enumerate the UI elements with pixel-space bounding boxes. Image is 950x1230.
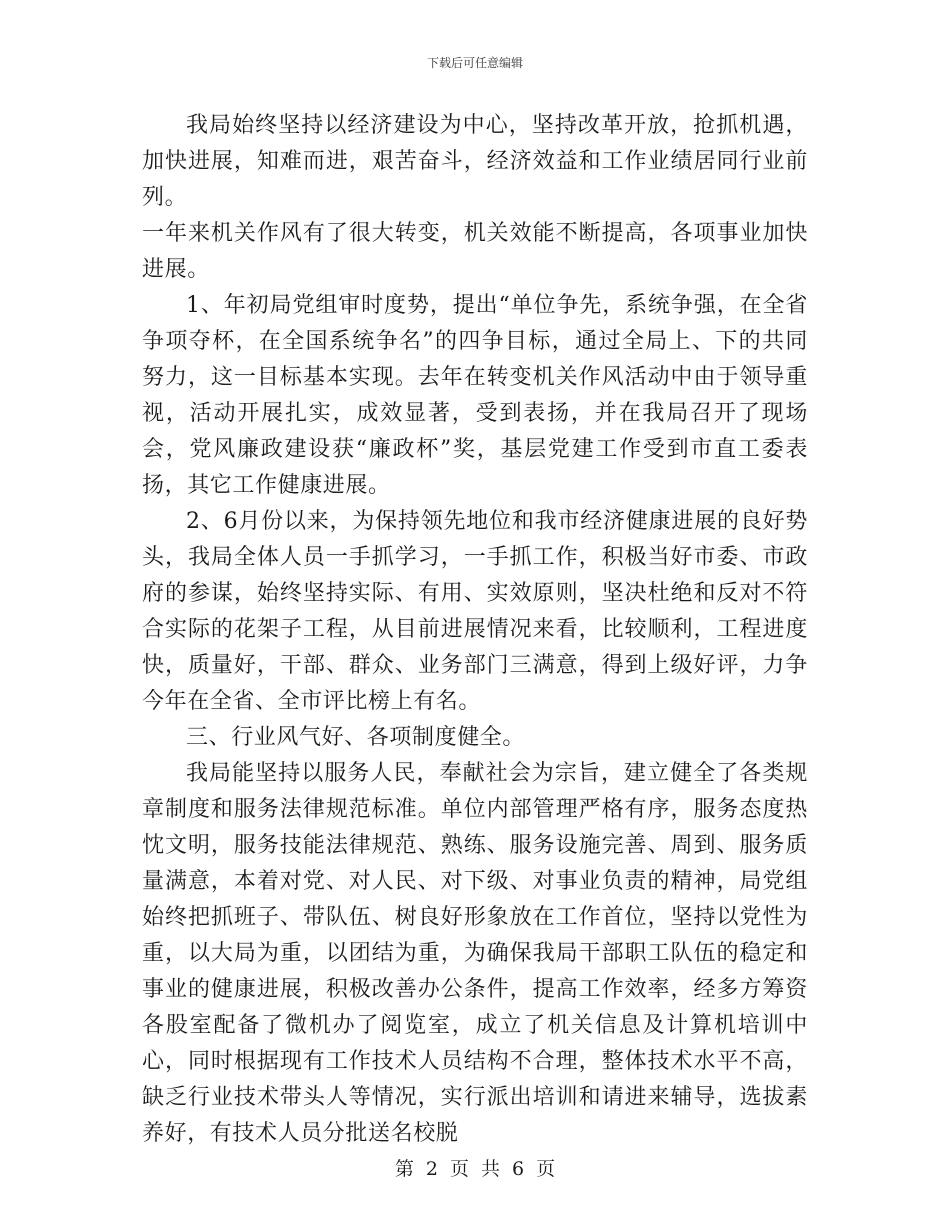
section-heading-industry-conduct: 三、行业风气好、各项制度健全。: [186, 725, 526, 750]
paragraph-item-2-since-june: 2、6月份以来，为保持领先地位和我市经济健康进展的良好势头，我局全体人员一手抓学习，一手抓工作，积极当好市委、市政府的参谋，始终坚持实际、有用、实效原则，坚决杜绝和反对不符合实际的花架子工程，从目前进展情况来看，比较顺利，工程进度快，质量好，干部、群众、业务部门三满意，得到上级好评，力争今年在全省、全市评比榜上有名。: [142, 509, 808, 714]
paragraph-economic-construction: 我局始终坚持以经济建设为中心，坚持改革开放，抢抓机遇，加快进展，知难而进，艰苦奋斗，经济效益和工作业绩居同行业前列。: [142, 113, 808, 210]
page-header: 下载后可任意编辑: [426, 56, 523, 70]
paragraph-service-rules: 我局能坚持以服务人民，奉献社会为宗旨，建立健全了各类规章制度和服务法律规范标准。单位内部管理严格有序，服务态度热忱文明，服务技能法律规范、熟练、服务设施完善、周到、服务质量满意，本着对党、对人民、对下级、对事业负责的精神，局党组始终把抓班子、带队伍、树良好形象放在工作首位，坚持以党性为重，以大局为重，以团结为重，为确保我局干部职工队伍的稳定和事业的健康进展，积极改善办公条件，提高工作效率，经多方筹资各股室配备了微机办了阅览室，成立了机关信息及计算机培训中心，同时根据现有工作技术人员结构不合理，整体技术水平不高，缺乏行业技术带头人等情况，实行派出培训和请进来辅导，选拔素养好，有技术人员分批送名校脱: [142, 761, 808, 1146]
paragraph-item-1-four-goals: 1、年初局党组审时度势，提出“单位争先，系统争强，在全省争项夺杯，在全国系统争名”的四争目标，通过全局上、下的共同努力，这一目标基本实现。去年在转变机关作风活动中由于领导重视，活动开展扎实，成效显著，受到表扬，并在我局召开了现场会，党风廉政建设获“廉政杯”奖，基层党建工作受到市直工委表扬，其它工作健康进展。: [142, 293, 808, 498]
document-body: [142, 108, 808, 1152]
paragraph-work-style: 一年来机关作风有了很大转变，机关效能不断提高，各项事业加快进展。: [142, 221, 808, 282]
page-number-footer: 第 2 页 共 6 页: [394, 1158, 556, 1180]
